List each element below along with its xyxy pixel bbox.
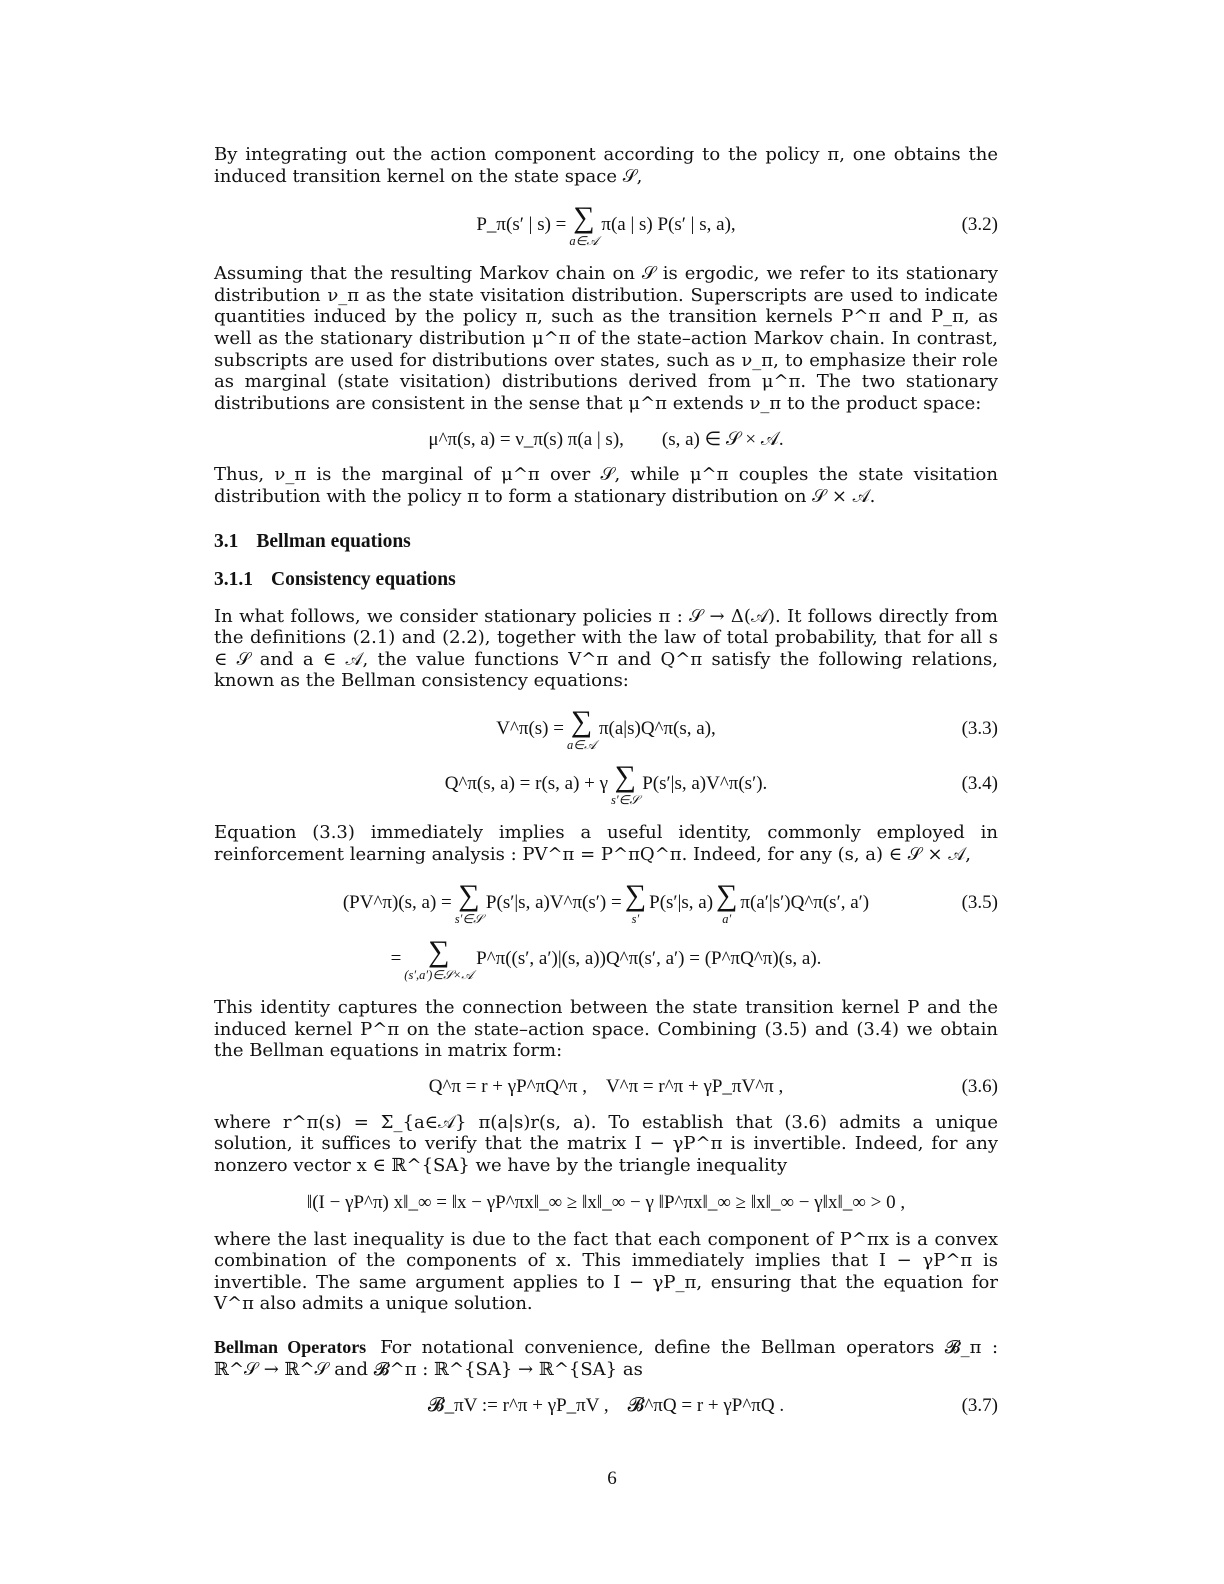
sum-symbol: ∑ a′ [716,878,738,926]
equation-mu: μ^π(s, a) = ν_π(s) π(a | s), (s, a) ∈ 𝒮 × 𝒜. [428,428,784,450]
sum-symbol: ∑ (s′,a′)∈𝒮×𝒜 [404,934,474,982]
paragraph-identity: Equation (3.3) immediately implies a useful identity, commonly employed in reinforcement learning analysis : PV^π = P^πQ^π. Indeed, for any (s, a) ∈ 𝒮 × 𝒜, [214,821,998,865]
equation-3-3: V^π(s) = ∑ a∈𝒜 π(a|s)Q^π(s, a), (3.3) [496,704,998,752]
equation-number: (3.6) [961,1076,998,1098]
sum-symbol: ∑ a∈𝒜 [566,704,596,752]
equation-number: (3.7) [961,1395,998,1417]
equation-number: (3.3) [961,718,998,740]
paragraph-marginal: Thus, ν_π is the marginal of μ^π over 𝒮, while μ^π couples the state visitation distribution with the policy π to form a stationary distribution on 𝒮 × 𝒜. [214,464,998,507]
paragraph-heading: Bellman Operators [214,1337,367,1358]
equation-3-4: Q^π(s, a) = r(s, a) + γ ∑ s′∈𝒮 P(s′|s, a)V^π(s′). (3.4) [444,759,998,807]
paragraph-connection: This identity captures the connection between the state transition kernel P and the induced kernel P^π on the state–action space. Combining (3.5) and (3.4) we obtain the Bellman equations in matrix form: [214,997,998,1062]
equation-number: (3.5) [961,892,998,914]
page-content [214,144,998,1422]
equation-number: (3.2) [961,214,998,236]
paragraph-ergodic: Assuming that the resulting Markov chain on 𝒮 is ergodic, we refer to its stationary distribution ν_π as the state visitation distribution. Superscripts are used to indicate quantities induced by the policy π, such as the transition kernels P^π and P_π, as well as the stationary distribution μ^π of the state–action Markov chain. In contrast, subscripts are used for distributions over states, such as ν_π, to emphasize their role as marginal (state visitation) distributions derived from μ^π. The two stationary distributions are consistent in the sense that μ^π extends ν_π to the product space: [214,263,998,414]
subsection-heading-3-1-1: 3.1.1 Consistency equations [214,568,456,590]
equation-triangle-inequality: ‖(I − γP^π) x‖_∞ = ‖x − γP^πx‖_∞ ≥ ‖x‖_∞ − γ ‖P^πx‖_∞ ≥ ‖x‖_∞ − γ‖x‖_∞ > 0 , [306,1191,906,1213]
sum-symbol: ∑ s′∈𝒮 [454,878,483,926]
sum-symbol: ∑ s′ [624,878,647,926]
equation-number: (3.4) [961,773,998,795]
equation-3-5-line1: (PV^π)(s, a) = ∑ s′∈𝒮 P(s′|s, a)V^π(s′) = ∑ s′ P(s′|s, a) ∑ a′ π(a′|s′)Q^π(s′, a′) (3.5) [342,878,998,926]
paragraph-unique-solution: where r^π(s) = Σ_{a∈𝒜} π(a|s)r(s, a). To establish that (3.6) admits a unique solution, it suffices to verify that the matrix I − γP^π is invertible. Indeed, for any nonzero vector x ∈ ℝ^{SA} we have by the triangle inequality [214,1111,998,1177]
page-number: 6 [607,1468,617,1489]
sum-symbol: ∑ a∈𝒜 [569,200,599,248]
equation-3-7: 𝓑_πV := r^π + γP_πV , 𝓑^πQ = r + γP^πQ . (3.7) [427,1395,998,1417]
paragraph-consistency: In what follows, we consider stationary policies π : 𝒮 → Δ(𝒜). It follows directly from the definitions (2.1) and (2.2), together with the law of total probability, that for all s ∈ 𝒮 and a ∈ 𝒜, the value functions V^π and Q^π satisfy the following relations, known as the Bellman consistency equations: [214,605,998,692]
equation-3-5-line2: = ∑ (s′,a′)∈𝒮×𝒜 P^π((s′, a′)|(s, a))Q^π(s′, a′) = (P^πQ^π)(s, a). [390,934,822,982]
equation-3-6: Q^π = r + γP^πQ^π , V^π = r^π + γP_πV^π , (3.6) [428,1076,998,1098]
paragraph-convex: where the last inequality is due to the fact that each component of P^πx is a convex combination of the components of x. This immediately implies that I − γP^π is invertible. The same argument applies to I − γP_π, ensuring that the equation for V^π also admits a unique solution. [214,1228,998,1315]
section-heading-3-1: 3.1 Bellman equations [214,530,411,552]
paragraph-intro: By integrating out the action component according to the policy π, one obtains the induced transition kernel on the state space 𝒮, [214,144,998,187]
paragraph-bellman-operators: Bellman Operators For notational convenience, define the Bellman operators 𝓑_π : ℝ^𝒮 → ℝ^𝒮 and 𝓑^π : ℝ^{SA} → ℝ^{SA} as [214,1337,999,1380]
sum-symbol: ∑ s′∈𝒮 [611,759,640,807]
equation-3-2: P_π(s′ | s) = ∑ a∈𝒜 π(a | s) P(s′ | s, a), (3.2) [476,200,998,248]
